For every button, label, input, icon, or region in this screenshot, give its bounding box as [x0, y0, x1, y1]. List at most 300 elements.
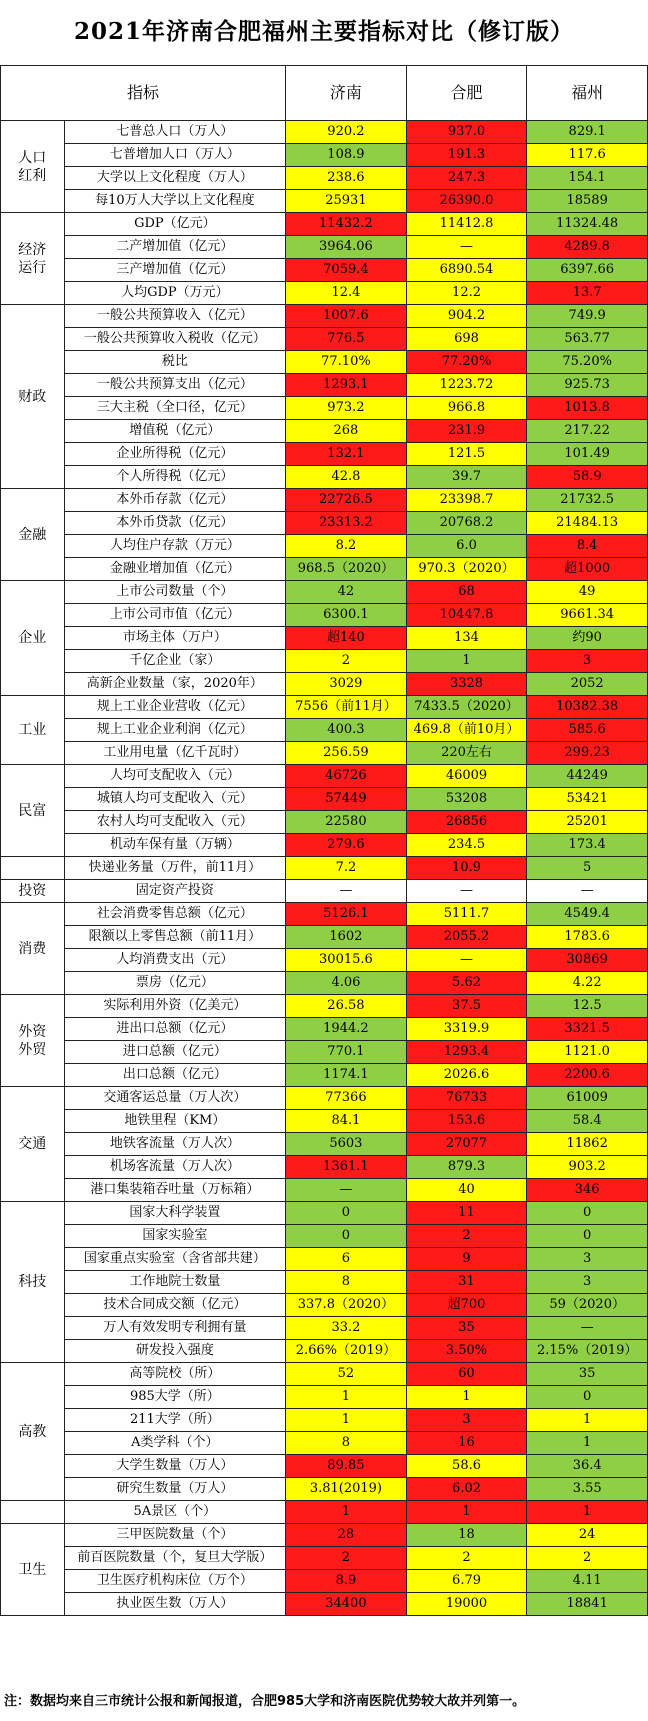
value-hefei: 19000	[406, 1593, 527, 1616]
table-row	[1, 1340, 648, 1363]
indicator-cell: 三大主税（全口径，亿元）	[64, 397, 286, 420]
value-jinan: 7556（前11月）	[286, 696, 407, 719]
indicator-cell: 企业所得税（亿元）	[64, 443, 286, 466]
value-fuzhou: 1	[527, 1432, 648, 1455]
table-row	[1, 1248, 648, 1271]
category-cell: 交通	[1, 1087, 65, 1202]
value-jinan: 77.10%	[286, 351, 407, 374]
table-row	[1, 1593, 648, 1616]
value-fuzhou: 749.9	[527, 305, 648, 328]
table-row	[1, 1133, 648, 1156]
table-row	[1, 1317, 648, 1340]
value-jinan: —	[286, 1179, 407, 1202]
indicator-cell: 规上工业企业利润（亿元）	[64, 719, 286, 742]
value-fuzhou: 6397.66	[527, 259, 648, 282]
value-hefei: 1293.4	[406, 1041, 527, 1064]
value-hefei: 970.3（2020）	[406, 558, 527, 581]
value-fuzhou: 4.22	[527, 972, 648, 995]
value-jinan: 1293.1	[286, 374, 407, 397]
indicator-cell: 上市公司市值（亿元）	[64, 604, 286, 627]
table-row	[1, 1041, 648, 1064]
value-jinan: 33.2	[286, 1317, 407, 1340]
page-title: 2021年济南合肥福州主要指标对比（修订版）	[73, 17, 574, 45]
indicator-cell: 一般公共预算收入（亿元）	[64, 305, 286, 328]
table-row	[1, 1179, 648, 1202]
value-fuzhou: 11324.48	[527, 213, 648, 236]
table-row	[1, 604, 648, 627]
table-row	[1, 512, 648, 535]
category-cell: 经济 运行	[1, 213, 65, 305]
category-cell: 卫生	[1, 1524, 65, 1616]
value-hefei: 26856	[406, 811, 527, 834]
indicator-cell: 规上工业企业营收（亿元）	[64, 696, 286, 719]
table-row	[1, 742, 648, 765]
value-hefei: 超700	[406, 1294, 527, 1317]
table-row	[1, 627, 648, 650]
indicator-cell: 前百医院数量（个，复旦大学版）	[64, 1547, 286, 1570]
value-jinan: 3029	[286, 673, 407, 696]
value-jinan: 25931	[286, 190, 407, 213]
value-hefei: 2	[406, 1547, 527, 1570]
value-fuzhou: 10382.38	[527, 696, 648, 719]
indicator-cell: 上市公司数量（个）	[64, 581, 286, 604]
value-fuzhou: 1783.6	[527, 926, 648, 949]
value-hefei: 27077	[406, 1133, 527, 1156]
table-row	[1, 857, 648, 880]
value-hefei: 937.0	[406, 121, 527, 144]
value-fuzhou: 563.77	[527, 328, 648, 351]
value-jinan: 34400	[286, 1593, 407, 1616]
value-fuzhou: 346	[527, 1179, 648, 1202]
value-hefei: 698	[406, 328, 527, 351]
indicator-cell: 国家重点实验室（含省部共建）	[64, 1248, 286, 1271]
value-fuzhou: 4.11	[527, 1570, 648, 1593]
comparison-table	[0, 65, 648, 1616]
value-hefei: 77.20%	[406, 351, 527, 374]
value-hefei: 58.6	[406, 1455, 527, 1478]
value-hefei: 7433.5（2020）	[406, 696, 527, 719]
indicator-cell: 机动车保有量（万辆）	[64, 834, 286, 857]
table-row	[1, 581, 648, 604]
table-row	[1, 443, 648, 466]
header-fuzhou: 福州	[527, 66, 648, 121]
table-row	[1, 1064, 648, 1087]
indicator-cell: 二产增加值（亿元）	[64, 236, 286, 259]
indicator-cell: 限额以上零售总额（前11月）	[64, 926, 286, 949]
value-hefei: 76733	[406, 1087, 527, 1110]
indicator-cell: 千亿企业（家）	[64, 650, 286, 673]
value-fuzhou: 829.1	[527, 121, 648, 144]
category-cell: 人口 红利	[1, 121, 65, 213]
value-jinan: 6	[286, 1248, 407, 1271]
category-cell: 消费	[1, 903, 65, 995]
table-row	[1, 1202, 648, 1225]
category-cell: 金融	[1, 489, 65, 581]
table-row	[1, 788, 648, 811]
indicator-cell: 985大学（所）	[64, 1386, 286, 1409]
table-row	[1, 190, 648, 213]
value-fuzhou: 925.73	[527, 374, 648, 397]
table-row	[1, 1363, 648, 1386]
value-fuzhou: 4549.4	[527, 903, 648, 926]
value-jinan: 7059.4	[286, 259, 407, 282]
value-fuzhou: 0	[527, 1225, 648, 1248]
value-jinan: 279.6	[286, 834, 407, 857]
value-hefei: 11	[406, 1202, 527, 1225]
table-row	[1, 903, 648, 926]
value-hefei: 1	[406, 650, 527, 673]
value-fuzhou: 0	[527, 1386, 648, 1409]
table-row	[1, 995, 648, 1018]
table-row	[1, 1294, 648, 1317]
value-fuzhou: 3321.5	[527, 1018, 648, 1041]
value-jinan: 1	[286, 1409, 407, 1432]
table-row	[1, 1501, 648, 1524]
value-fuzhou: 8.4	[527, 535, 648, 558]
table-row	[1, 489, 648, 512]
value-jinan: 1361.1	[286, 1156, 407, 1179]
value-jinan: 268	[286, 420, 407, 443]
value-fuzhou: 585.6	[527, 719, 648, 742]
table-row	[1, 949, 648, 972]
value-fuzhou: 9661.34	[527, 604, 648, 627]
table-row	[1, 1432, 648, 1455]
value-hefei: 9	[406, 1248, 527, 1271]
indicator-cell: 出口总额（亿元）	[64, 1064, 286, 1087]
value-jinan: 8	[286, 1271, 407, 1294]
value-jinan: 8.2	[286, 535, 407, 558]
value-fuzhou: 21484.13	[527, 512, 648, 535]
value-hefei: 68	[406, 581, 527, 604]
indicator-cell: 工作地院士数量	[64, 1271, 286, 1294]
indicator-cell: GDP（亿元）	[64, 213, 286, 236]
value-hefei: 3328	[406, 673, 527, 696]
value-fuzhou: 101.49	[527, 443, 648, 466]
value-jinan: 256.59	[286, 742, 407, 765]
value-hefei: —	[406, 880, 527, 903]
table-row	[1, 880, 648, 903]
value-jinan: 8.9	[286, 1570, 407, 1593]
indicator-cell: 研究生数量（万人）	[64, 1478, 286, 1501]
table-row	[1, 1271, 648, 1294]
indicator-cell: 个人所得税（亿元）	[64, 466, 286, 489]
value-hefei: 231.9	[406, 420, 527, 443]
value-fuzhou: 5	[527, 857, 648, 880]
indicator-cell: 一般公共预算支出（亿元）	[64, 374, 286, 397]
indicator-cell: 人均GDP（万元）	[64, 282, 286, 305]
value-fuzhou: 1013.8	[527, 397, 648, 420]
table-row	[1, 1225, 648, 1248]
value-fuzhou: 49	[527, 581, 648, 604]
value-hefei: —	[406, 949, 527, 972]
indicator-cell: 市场主体（万户）	[64, 627, 286, 650]
value-hefei: 37.5	[406, 995, 527, 1018]
indicator-cell: 国家实验室	[64, 1225, 286, 1248]
indicator-cell: 农村人均可支配收入（元）	[64, 811, 286, 834]
indicator-cell: 进出口总额（亿元）	[64, 1018, 286, 1041]
table-row	[1, 719, 648, 742]
value-hefei: 31	[406, 1271, 527, 1294]
value-fuzhou: 299.23	[527, 742, 648, 765]
category-cell: 外资 外贸	[1, 995, 65, 1087]
value-hefei: 220左右	[406, 742, 527, 765]
table-row	[1, 673, 648, 696]
value-fuzhou: 1	[527, 1501, 648, 1524]
value-fuzhou: 61009	[527, 1087, 648, 1110]
value-hefei: 879.3	[406, 1156, 527, 1179]
value-jinan: 3964.06	[286, 236, 407, 259]
indicator-cell: 七普总人口（万人）	[64, 121, 286, 144]
table-row	[1, 374, 648, 397]
indicator-cell: 人均住户存款（万元）	[64, 535, 286, 558]
indicator-cell: 大学以上文化程度（万人）	[64, 167, 286, 190]
indicator-cell: 进口总额（亿元）	[64, 1041, 286, 1064]
value-fuzhou: 13.7	[527, 282, 648, 305]
value-hefei: 1	[406, 1501, 527, 1524]
header-hefei: 合肥	[406, 66, 527, 121]
indicator-cell: 港口集装箱吞吐量（万标箱）	[64, 1179, 286, 1202]
value-fuzhou: 3	[527, 1248, 648, 1271]
table-row	[1, 167, 648, 190]
value-jinan: 7.2	[286, 857, 407, 880]
value-fuzhou: 1121.0	[527, 1041, 648, 1064]
value-hefei: 39.7	[406, 466, 527, 489]
value-hefei: 46009	[406, 765, 527, 788]
indicator-cell: 社会消费零售总额（亿元）	[64, 903, 286, 926]
value-hefei: 18	[406, 1524, 527, 1547]
table-row	[1, 1110, 648, 1133]
category-cell	[1, 857, 65, 880]
value-fuzhou: 3.55	[527, 1478, 648, 1501]
value-fuzhou: 12.5	[527, 995, 648, 1018]
value-fuzhou: 21732.5	[527, 489, 648, 512]
indicator-cell: 大学生数量（万人）	[64, 1455, 286, 1478]
value-fuzhou: 0	[527, 1202, 648, 1225]
category-cell: 企业	[1, 581, 65, 696]
indicator-cell: 一般公共预算收入税收（亿元）	[64, 328, 286, 351]
indicator-cell: 人均可支配收入（元）	[64, 765, 286, 788]
table-row	[1, 811, 648, 834]
value-hefei: 1223.72	[406, 374, 527, 397]
value-jinan: 8	[286, 1432, 407, 1455]
table-row	[1, 765, 648, 788]
header-indicator: 指标	[1, 66, 286, 121]
value-hefei: 2	[406, 1225, 527, 1248]
category-cell: 投资	[1, 880, 65, 903]
value-fuzhou: 3	[527, 650, 648, 673]
value-jinan: 26.58	[286, 995, 407, 1018]
value-jinan: 77366	[286, 1087, 407, 1110]
value-hefei: 191.3	[406, 144, 527, 167]
value-jinan: 968.5（2020）	[286, 558, 407, 581]
indicator-cell: 执业医生数（万人）	[64, 1593, 286, 1616]
indicator-cell: 地铁客流量（万人次）	[64, 1133, 286, 1156]
table-row	[1, 535, 648, 558]
value-fuzhou: 4289.8	[527, 236, 648, 259]
value-hefei: 3319.9	[406, 1018, 527, 1041]
value-hefei: 12.2	[406, 282, 527, 305]
indicator-cell: 研发投入强度	[64, 1340, 286, 1363]
value-fuzhou: 75.20%	[527, 351, 648, 374]
indicator-cell: 实际利用外资（亿美元）	[64, 995, 286, 1018]
indicator-cell: 地铁里程（KM）	[64, 1110, 286, 1133]
value-jinan: 238.6	[286, 167, 407, 190]
table-row	[1, 121, 648, 144]
table-row	[1, 328, 648, 351]
value-jinan: 5603	[286, 1133, 407, 1156]
category-cell: 工业	[1, 696, 65, 765]
indicator-cell: 技术合同成交额（亿元）	[64, 1294, 286, 1317]
value-hefei: 26390.0	[406, 190, 527, 213]
value-hefei: 6.79	[406, 1570, 527, 1593]
category-cell	[1, 1501, 65, 1524]
table-row	[1, 213, 648, 236]
value-fuzhou: 25201	[527, 811, 648, 834]
value-jinan: 23313.2	[286, 512, 407, 535]
indicator-cell: 机场客流量（万人次）	[64, 1156, 286, 1179]
value-jinan: 42	[286, 581, 407, 604]
indicator-cell: 三产增加值（亿元）	[64, 259, 286, 282]
table-row	[1, 1386, 648, 1409]
value-hefei: 10447.8	[406, 604, 527, 627]
indicator-cell: 增值税（亿元）	[64, 420, 286, 443]
table-row	[1, 1018, 648, 1041]
value-hefei: 5.62	[406, 972, 527, 995]
table-row	[1, 1478, 648, 1501]
table-row	[1, 972, 648, 995]
indicator-cell: A类学科（个）	[64, 1432, 286, 1455]
indicator-cell: 票房（亿元）	[64, 972, 286, 995]
value-jinan: 30015.6	[286, 949, 407, 972]
value-jinan: 2.66%（2019）	[286, 1340, 407, 1363]
table-row	[1, 1547, 648, 1570]
table-row	[1, 1409, 648, 1432]
value-fuzhou: 24	[527, 1524, 648, 1547]
table-row	[1, 236, 648, 259]
table-row	[1, 650, 648, 673]
value-jinan: 4.06	[286, 972, 407, 995]
value-hefei: —	[406, 236, 527, 259]
value-fuzhou: 154.1	[527, 167, 648, 190]
value-hefei: 40	[406, 1179, 527, 1202]
table-body	[1, 121, 648, 1616]
value-fuzhou: 2	[527, 1547, 648, 1570]
value-fuzhou: 173.4	[527, 834, 648, 857]
indicator-cell: 金融业增加值（亿元）	[64, 558, 286, 581]
indicator-cell: 万人有效发明专利拥有量	[64, 1317, 286, 1340]
value-jinan: 1	[286, 1501, 407, 1524]
header-jinan: 济南	[286, 66, 407, 121]
value-jinan: 12.4	[286, 282, 407, 305]
value-jinan: 89.85	[286, 1455, 407, 1478]
indicator-cell: 七普增加人口（万人）	[64, 144, 286, 167]
value-fuzhou: 58.4	[527, 1110, 648, 1133]
value-jinan: 1944.2	[286, 1018, 407, 1041]
value-hefei: 35	[406, 1317, 527, 1340]
indicator-cell: 本外币贷款（亿元）	[64, 512, 286, 535]
value-hefei: 1	[406, 1386, 527, 1409]
table-row	[1, 420, 648, 443]
value-hefei: 234.5	[406, 834, 527, 857]
value-jinan: 400.3	[286, 719, 407, 742]
value-fuzhou: 2.15%（2019）	[527, 1340, 648, 1363]
indicator-cell: 卫生医疗机构床位（万个）	[64, 1570, 286, 1593]
value-jinan: 42.8	[286, 466, 407, 489]
value-fuzhou: 2052	[527, 673, 648, 696]
table-row	[1, 1455, 648, 1478]
indicator-cell: 三甲医院数量（个）	[64, 1524, 286, 1547]
value-jinan: 5126.1	[286, 903, 407, 926]
value-fuzhou: 217.22	[527, 420, 648, 443]
value-fuzhou: 3	[527, 1271, 648, 1294]
indicator-cell: 5A景区（个）	[64, 1501, 286, 1524]
value-jinan: 920.2	[286, 121, 407, 144]
value-jinan: 1	[286, 1386, 407, 1409]
value-hefei: 3.50%	[406, 1340, 527, 1363]
value-jinan: —	[286, 880, 407, 903]
value-hefei: 904.2	[406, 305, 527, 328]
value-fuzhou: 11862	[527, 1133, 648, 1156]
value-jinan: 22726.5	[286, 489, 407, 512]
value-fuzhou: 1	[527, 1409, 648, 1432]
indicator-cell: 国家大科学装置	[64, 1202, 286, 1225]
value-jinan: 973.2	[286, 397, 407, 420]
value-fuzhou: 30869	[527, 949, 648, 972]
value-fuzhou: 2200.6	[527, 1064, 648, 1087]
value-jinan: 46726	[286, 765, 407, 788]
footnote: 注：数据均来自三市统计公报和新闻报道，合肥985大学和济南医院优势较大故并列第一。	[4, 1694, 526, 1709]
value-hefei: 16	[406, 1432, 527, 1455]
value-hefei: 60	[406, 1363, 527, 1386]
table-row	[1, 696, 648, 719]
table-row	[1, 1156, 648, 1179]
table-row	[1, 926, 648, 949]
value-jinan: 770.1	[286, 1041, 407, 1064]
value-jinan: 337.8（2020）	[286, 1294, 407, 1317]
category-cell: 财政	[1, 305, 65, 489]
value-jinan: 1602	[286, 926, 407, 949]
table-row	[1, 282, 648, 305]
table-row	[1, 305, 648, 328]
value-hefei: 6.0	[406, 535, 527, 558]
value-hefei: 23398.7	[406, 489, 527, 512]
indicator-cell: 每10万人大学以上文化程度	[64, 190, 286, 213]
indicator-cell: 城镇人均可支配收入（元）	[64, 788, 286, 811]
table-row	[1, 1524, 648, 1547]
value-hefei: 469.8（前10月）	[406, 719, 527, 742]
category-cell: 科技	[1, 1202, 65, 1363]
indicator-cell: 税比	[64, 351, 286, 374]
value-fuzhou: 35	[527, 1363, 648, 1386]
indicator-cell: 交通客运总量（万人次）	[64, 1087, 286, 1110]
value-hefei: 53208	[406, 788, 527, 811]
value-hefei: 121.5	[406, 443, 527, 466]
value-hefei: 134	[406, 627, 527, 650]
value-hefei: 10.9	[406, 857, 527, 880]
table-row	[1, 1087, 648, 1110]
value-jinan: 2	[286, 650, 407, 673]
table-row	[1, 1570, 648, 1593]
value-hefei: 5111.7	[406, 903, 527, 926]
table-row	[1, 397, 648, 420]
value-fuzhou: 58.9	[527, 466, 648, 489]
value-jinan: 52	[286, 1363, 407, 1386]
value-jinan: 超140	[286, 627, 407, 650]
value-hefei: 3	[406, 1409, 527, 1432]
table-row	[1, 558, 648, 581]
value-jinan: 776.5	[286, 328, 407, 351]
table-row	[1, 466, 648, 489]
